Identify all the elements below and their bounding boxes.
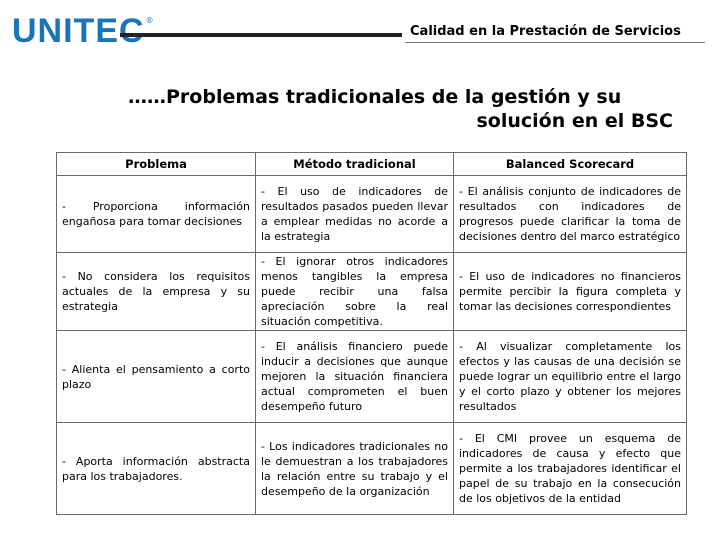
slide-title-line1: ……Problemas tradicionales de la gestión y su [128, 86, 622, 108]
table-cell: - Al visualizar completamente los efectos y las causas de una decisión se puede lograr un equilibrio entre el largo y el corto plazo y obtener los mejores resultados [454, 331, 687, 423]
registered-mark: ® [145, 16, 154, 25]
table-cell: - No considera los requisitos actuales de la empresa y su estrategia [57, 253, 256, 331]
table-cell: - El uso de indicadores de resultados pasados pueden llevar a emplear medidas no acorde a la estrategia [256, 176, 454, 253]
table-cell: - Aporta información abstracta para los trabajadores. [57, 423, 256, 515]
column-header-metodo: Método tradicional [256, 153, 454, 176]
column-header-problema: Problema [57, 153, 256, 176]
table-cell: - El CMI provee un esquema de indicadores de causa y efecto que permite a los trabajadores identificar el papel de su trabajo en la consecución de los objetivos de la entidad [454, 423, 687, 515]
table-cell: - Los indicadores tradicionales no le demuestran a los trabajadores la relación entre su trabajo y el desempeño de la organización [256, 423, 454, 515]
header-title: Calidad en la Prestación de Servicios [410, 24, 681, 39]
table-cell: - El análisis conjunto de indicadores de resultados con indicadores de progresos puede clarificar la toma de decisiones dentro del marco estratégico [454, 176, 687, 253]
table-cell: - Proporciona información engañosa para tomar decisiones [57, 176, 256, 253]
comparison-table [56, 152, 687, 515]
header-underline [405, 42, 705, 43]
table-cell: - El ignorar otros indicadores menos tangibles la empresa puede recibir una falsa apreciación sobre la real situación competitiva. [256, 253, 454, 331]
table-header-row [57, 153, 687, 176]
slide-title [128, 85, 673, 133]
table-row [57, 423, 687, 515]
unitec-logo [12, 12, 154, 48]
table-cell: - Alienta el pensamiento a corto plazo [57, 331, 256, 423]
column-header-bsc: Balanced Scorecard [454, 153, 687, 176]
table-cell: - El análisis financiero puede inducir a decisiones que aunque mejoren la situación financiera actual comprometen el buen desempeño futuro [256, 331, 454, 423]
table-row [57, 176, 687, 253]
table-row [57, 331, 687, 423]
table-cell: - El uso de indicadores no financieros permite percibir la figura completa y tomar las decisiones correspondientes [454, 253, 687, 331]
logo-text: UNITEC [12, 12, 145, 50]
table-row [57, 253, 687, 331]
slide-title-line2: solución en el BSC [476, 110, 673, 132]
header-divider [120, 33, 402, 37]
